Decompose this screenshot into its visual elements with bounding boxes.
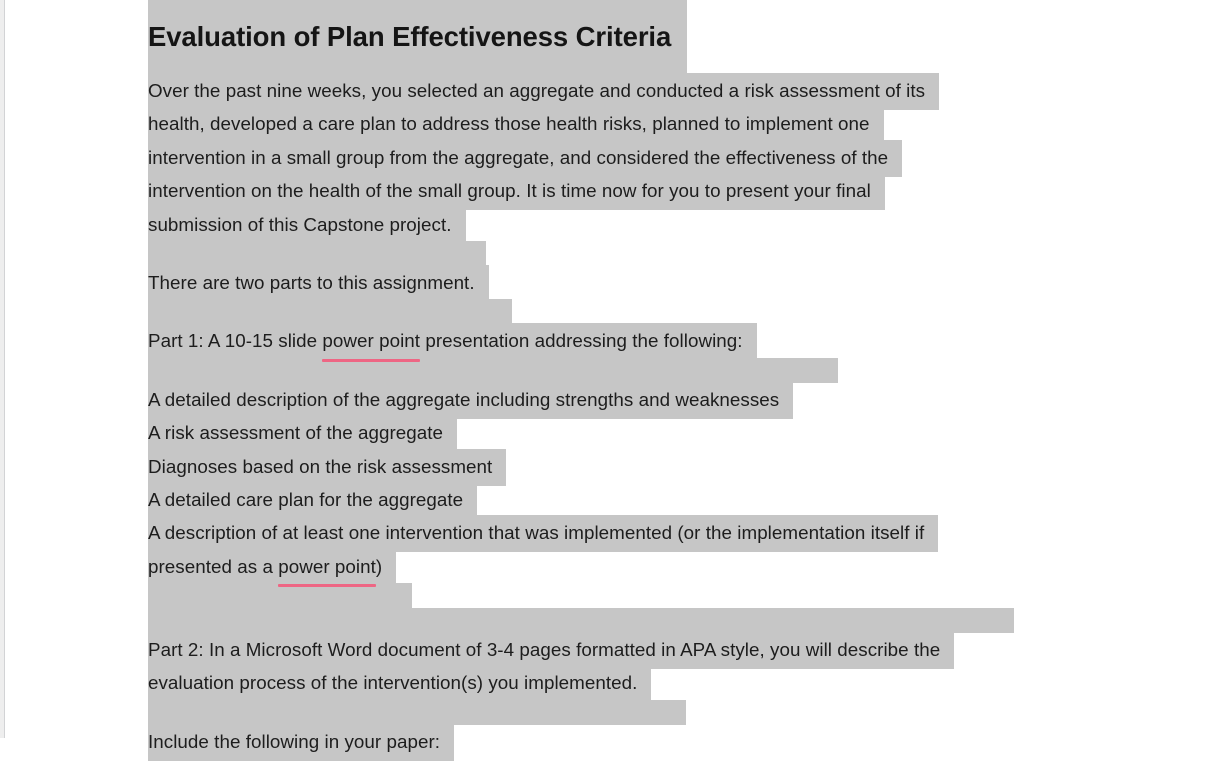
part1-intro-line <box>148 324 1218 357</box>
closing-paragraph <box>148 725 1218 758</box>
paragraph-intro <box>148 74 1218 266</box>
list-item: Diagnoses based on the risk assessment <box>148 450 1218 483</box>
last-item-prefix: presented as a <box>148 555 279 577</box>
document-body <box>148 0 1218 758</box>
paragraph-line: Part 2: In a Microsoft Word document of 3-4 pages formatted in APA style, you will describe the <box>148 633 1218 666</box>
part1-list <box>148 383 1218 633</box>
paragraph-trailing-highlight <box>148 608 1218 633</box>
paragraph-line: intervention on the health of the small group. It is time now for you to present your final <box>148 174 1218 207</box>
list-item: A detailed care plan for the aggregate <box>148 483 1218 516</box>
page-title <box>148 0 1218 74</box>
paragraph-two-parts <box>148 266 1218 324</box>
paragraph-trailing-highlight <box>148 299 1218 324</box>
list-item: A risk assessment of the aggregate <box>148 416 1218 449</box>
last-item-suffix: ) <box>375 555 383 577</box>
paragraph-line: There are two parts to this assignment. <box>148 266 1218 299</box>
part2-paragraph <box>148 633 1218 725</box>
paragraph-trailing-highlight <box>148 358 1218 383</box>
part1-intro <box>148 324 1218 382</box>
paragraph-line: Over the past nine weeks, you selected an aggregate and conducted a risk assessment of its <box>148 74 1218 107</box>
paragraph-trailing-highlight <box>148 241 1218 266</box>
part1-intro-suffix: presentation addressing the following: <box>420 330 743 352</box>
paragraph-line: health, developed a care plan to address those health risks, planned to implement one <box>148 107 1218 140</box>
part1-intro-prefix: Part 1: A 10-15 slide <box>148 330 323 352</box>
left-gutter-strip <box>0 0 5 738</box>
page-title-text: Evaluation of Plan Effectiveness Criteria <box>148 0 687 78</box>
paragraph-trailing-highlight <box>148 700 1218 725</box>
list-item: A detailed description of the aggregate including strengths and weaknesses <box>148 383 1218 416</box>
list-item: A description of at least one intervention that was implemented (or the implementation itself if <box>148 516 1218 549</box>
spellcheck-word-power-point: power point <box>278 550 376 583</box>
paragraph-line: evaluation process of the intervention(s) you implemented. <box>148 666 1218 699</box>
spellcheck-word-power-point: power point <box>322 324 420 357</box>
paragraph-line: Include the following in your paper: <box>148 725 1218 758</box>
list-item-continuation <box>148 550 1218 583</box>
paragraph-line: intervention in a small group from the aggregate, and considered the effectiveness of the <box>148 141 1218 174</box>
paragraph-line: submission of this Capstone project. <box>148 208 1218 241</box>
